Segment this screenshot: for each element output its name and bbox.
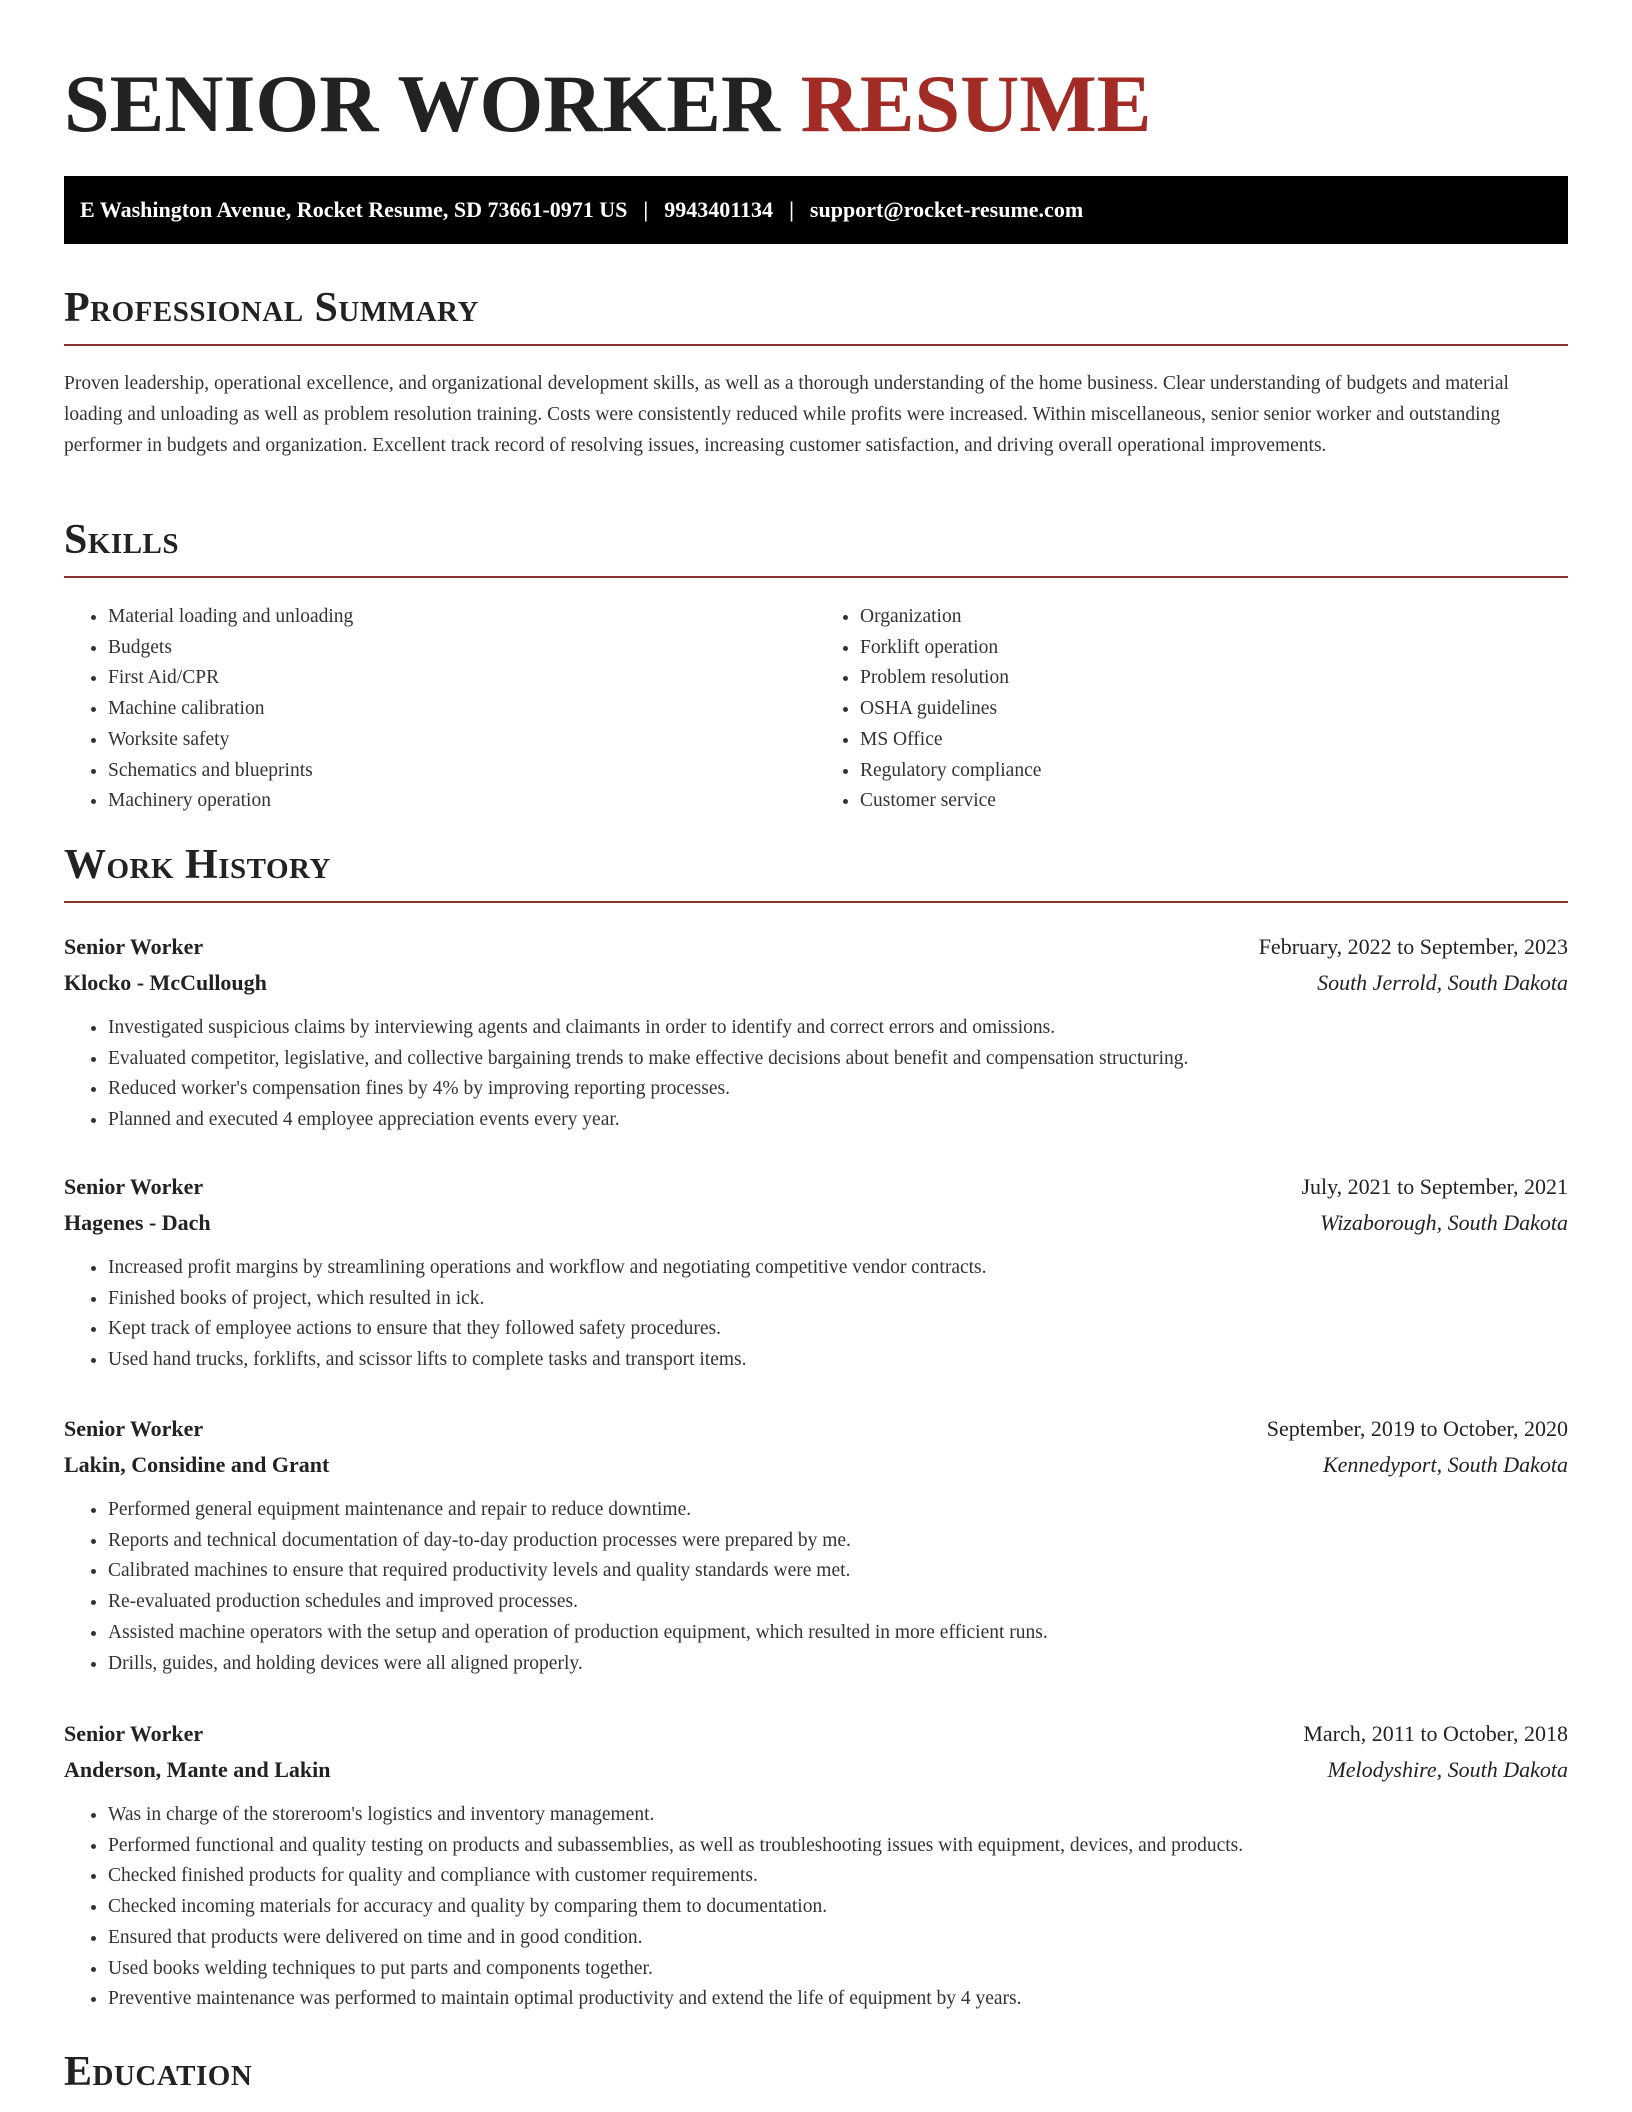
job-title: Senior Worker xyxy=(64,934,204,959)
job-bullet: • Checked finished products for quality and compliance with customer requirements. xyxy=(108,1861,1568,1892)
job-company: Klocko - McCullough xyxy=(64,970,267,995)
job-company: Lakin, Considine and Grant xyxy=(64,1452,330,1477)
job-dates: July, 2021 to September, 2021 xyxy=(1301,1174,1568,1199)
title-accent: RESUME xyxy=(800,58,1152,149)
skills-column-left xyxy=(64,602,816,817)
job-bullet: • Used hand trucks, forklifts, and scissor lifts to complete tasks and transport items. xyxy=(108,1345,1568,1376)
job-bullet: • Performed general equipment maintenance and repair to reduce downtime. xyxy=(108,1495,1568,1526)
title-main: SENIOR WORKER xyxy=(64,58,781,149)
job-location: South Jerrold, South Dakota xyxy=(1317,970,1568,995)
job-company: Anderson, Mante and Lakin xyxy=(64,1757,331,1782)
skill-item: • OSHA guidelines xyxy=(860,694,1568,725)
job-entry xyxy=(64,1169,1568,1376)
skill-item: • Budgets xyxy=(108,633,816,664)
job-entry xyxy=(64,1716,1568,2015)
skill-item: • Organization xyxy=(860,602,1568,633)
job-bullet: • Evaluated competitor, legislative, and collective bargaining trends to make effective decisions about benefit and compensation structuring. xyxy=(108,1044,1568,1075)
skill-item: • Regulatory compliance xyxy=(860,756,1568,787)
job-bullet: • Ensured that products were delivered on time and in good condition. xyxy=(108,1923,1568,1954)
summary-text: Proven leadership, operational excellence, and organizational development skills, as well as a thorough understanding of the home business. Clear understanding of budgets and material loading and unloading as well as problem resolution training. Costs were consistently reduced while profits were increased. Within miscellaneous, senior senior worker and outstanding performer in budgets and organization. Excellent track record of resolving issues, increasing customer satisfaction, and driving overall operational improvements. xyxy=(64,373,1509,456)
job-bullets xyxy=(64,1495,1568,1679)
work-history-heading: Work History xyxy=(64,841,1568,903)
job-title: Senior Worker xyxy=(64,1416,204,1441)
skills-list xyxy=(64,602,1568,817)
resume-title xyxy=(64,0,1568,160)
job-bullet: • Investigated suspicious claims by interviewing agents and claimants in order to identify and correct errors and omissions. xyxy=(108,1013,1568,1044)
job-title: Senior Worker xyxy=(64,1721,204,1746)
job-bullet: • Was in charge of the storeroom's logistics and inventory management. xyxy=(108,1800,1568,1831)
job-bullet: • Increased profit margins by streamlining operations and workflow and negotiating competitive vendor contracts. xyxy=(108,1253,1568,1284)
skill-item: • Schematics and blueprints xyxy=(108,756,816,787)
education-heading: Education xyxy=(64,2049,253,2095)
job-bullet: • Finished books of project, which resulted in ick. xyxy=(108,1284,1568,1315)
skill-item: • Material loading and unloading xyxy=(108,602,816,633)
job-bullets xyxy=(64,1253,1568,1376)
job-dates: March, 2011 to October, 2018 xyxy=(1303,1721,1568,1746)
job-location: Kennedyport, South Dakota xyxy=(1322,1452,1568,1477)
contact-address: E Washington Avenue, Rocket Resume, SD 73661-0971 US xyxy=(80,197,628,222)
job-bullet: • Checked incoming materials for accuracy and quality by comparing them to documentation. xyxy=(108,1892,1568,1923)
contact-email[interactable]: support@rocket-resume.com xyxy=(809,197,1084,222)
job-company: Hagenes - Dach xyxy=(64,1210,211,1235)
job-bullet: • Assisted machine operators with the setup and operation of production equipment, which resulted in more efficient runs. xyxy=(108,1618,1568,1649)
skill-item: • Customer service xyxy=(860,786,1568,817)
summary-heading: Professional Summary xyxy=(64,284,1568,346)
job-bullet: • Reports and technical documentation of day-to-day production processes were prepared by me. xyxy=(108,1526,1568,1557)
job-location: Melodyshire, South Dakota xyxy=(1327,1757,1568,1782)
job-bullet: • Planned and executed 4 employee appreciation events every year. xyxy=(108,1105,1568,1136)
job-bullet: • Kept track of employee actions to ensure that they followed safety procedures. xyxy=(108,1314,1568,1345)
job-bullet: • Drills, guides, and holding devices were all aligned properly. xyxy=(108,1649,1568,1680)
skill-item: • Machinery operation xyxy=(108,786,816,817)
job-entry xyxy=(64,929,1568,1136)
skill-item: • Worksite safety xyxy=(108,725,816,756)
job-entry xyxy=(64,1411,1568,1679)
skill-item: • MS Office xyxy=(860,725,1568,756)
job-bullet: • Used books welding techniques to put parts and components together. xyxy=(108,1954,1568,1985)
skill-item: • First Aid/CPR xyxy=(108,663,816,694)
job-title: Senior Worker xyxy=(64,1174,204,1199)
job-bullet: • Performed functional and quality testing on products and subassemblies, as well as troubleshooting issues with equipment, devices, and products. xyxy=(108,1831,1568,1862)
contact-bar xyxy=(64,176,1568,244)
job-dates: September, 2019 to October, 2020 xyxy=(1266,1416,1568,1441)
job-location: Wizaborough, South Dakota xyxy=(1320,1210,1568,1235)
contact-phone: 9943401134 xyxy=(664,197,774,222)
job-bullet: • Preventive maintenance was performed to maintain optimal productivity and extend the life of equipment by 4 years. xyxy=(108,1984,1568,2015)
skill-item: • Problem resolution xyxy=(860,663,1568,694)
contact-separator: | xyxy=(789,197,794,222)
job-bullet: • Reduced worker's compensation fines by 4% by improving reporting processes. xyxy=(108,1074,1568,1105)
job-bullet: • Re-evaluated production schedules and improved processes. xyxy=(108,1587,1568,1618)
job-bullets xyxy=(64,1800,1568,2015)
job-dates: February, 2022 to September, 2023 xyxy=(1258,934,1568,959)
skills-column-right xyxy=(816,602,1568,817)
resume-page xyxy=(64,0,1568,2095)
job-bullets xyxy=(64,1013,1568,1136)
skills-heading: Skills xyxy=(64,516,1568,578)
skill-item: • Machine calibration xyxy=(108,694,816,725)
skill-item: • Forklift operation xyxy=(860,633,1568,664)
job-bullet: • Calibrated machines to ensure that required productivity levels and quality standards were met. xyxy=(108,1556,1568,1587)
contact-separator: | xyxy=(643,197,649,222)
